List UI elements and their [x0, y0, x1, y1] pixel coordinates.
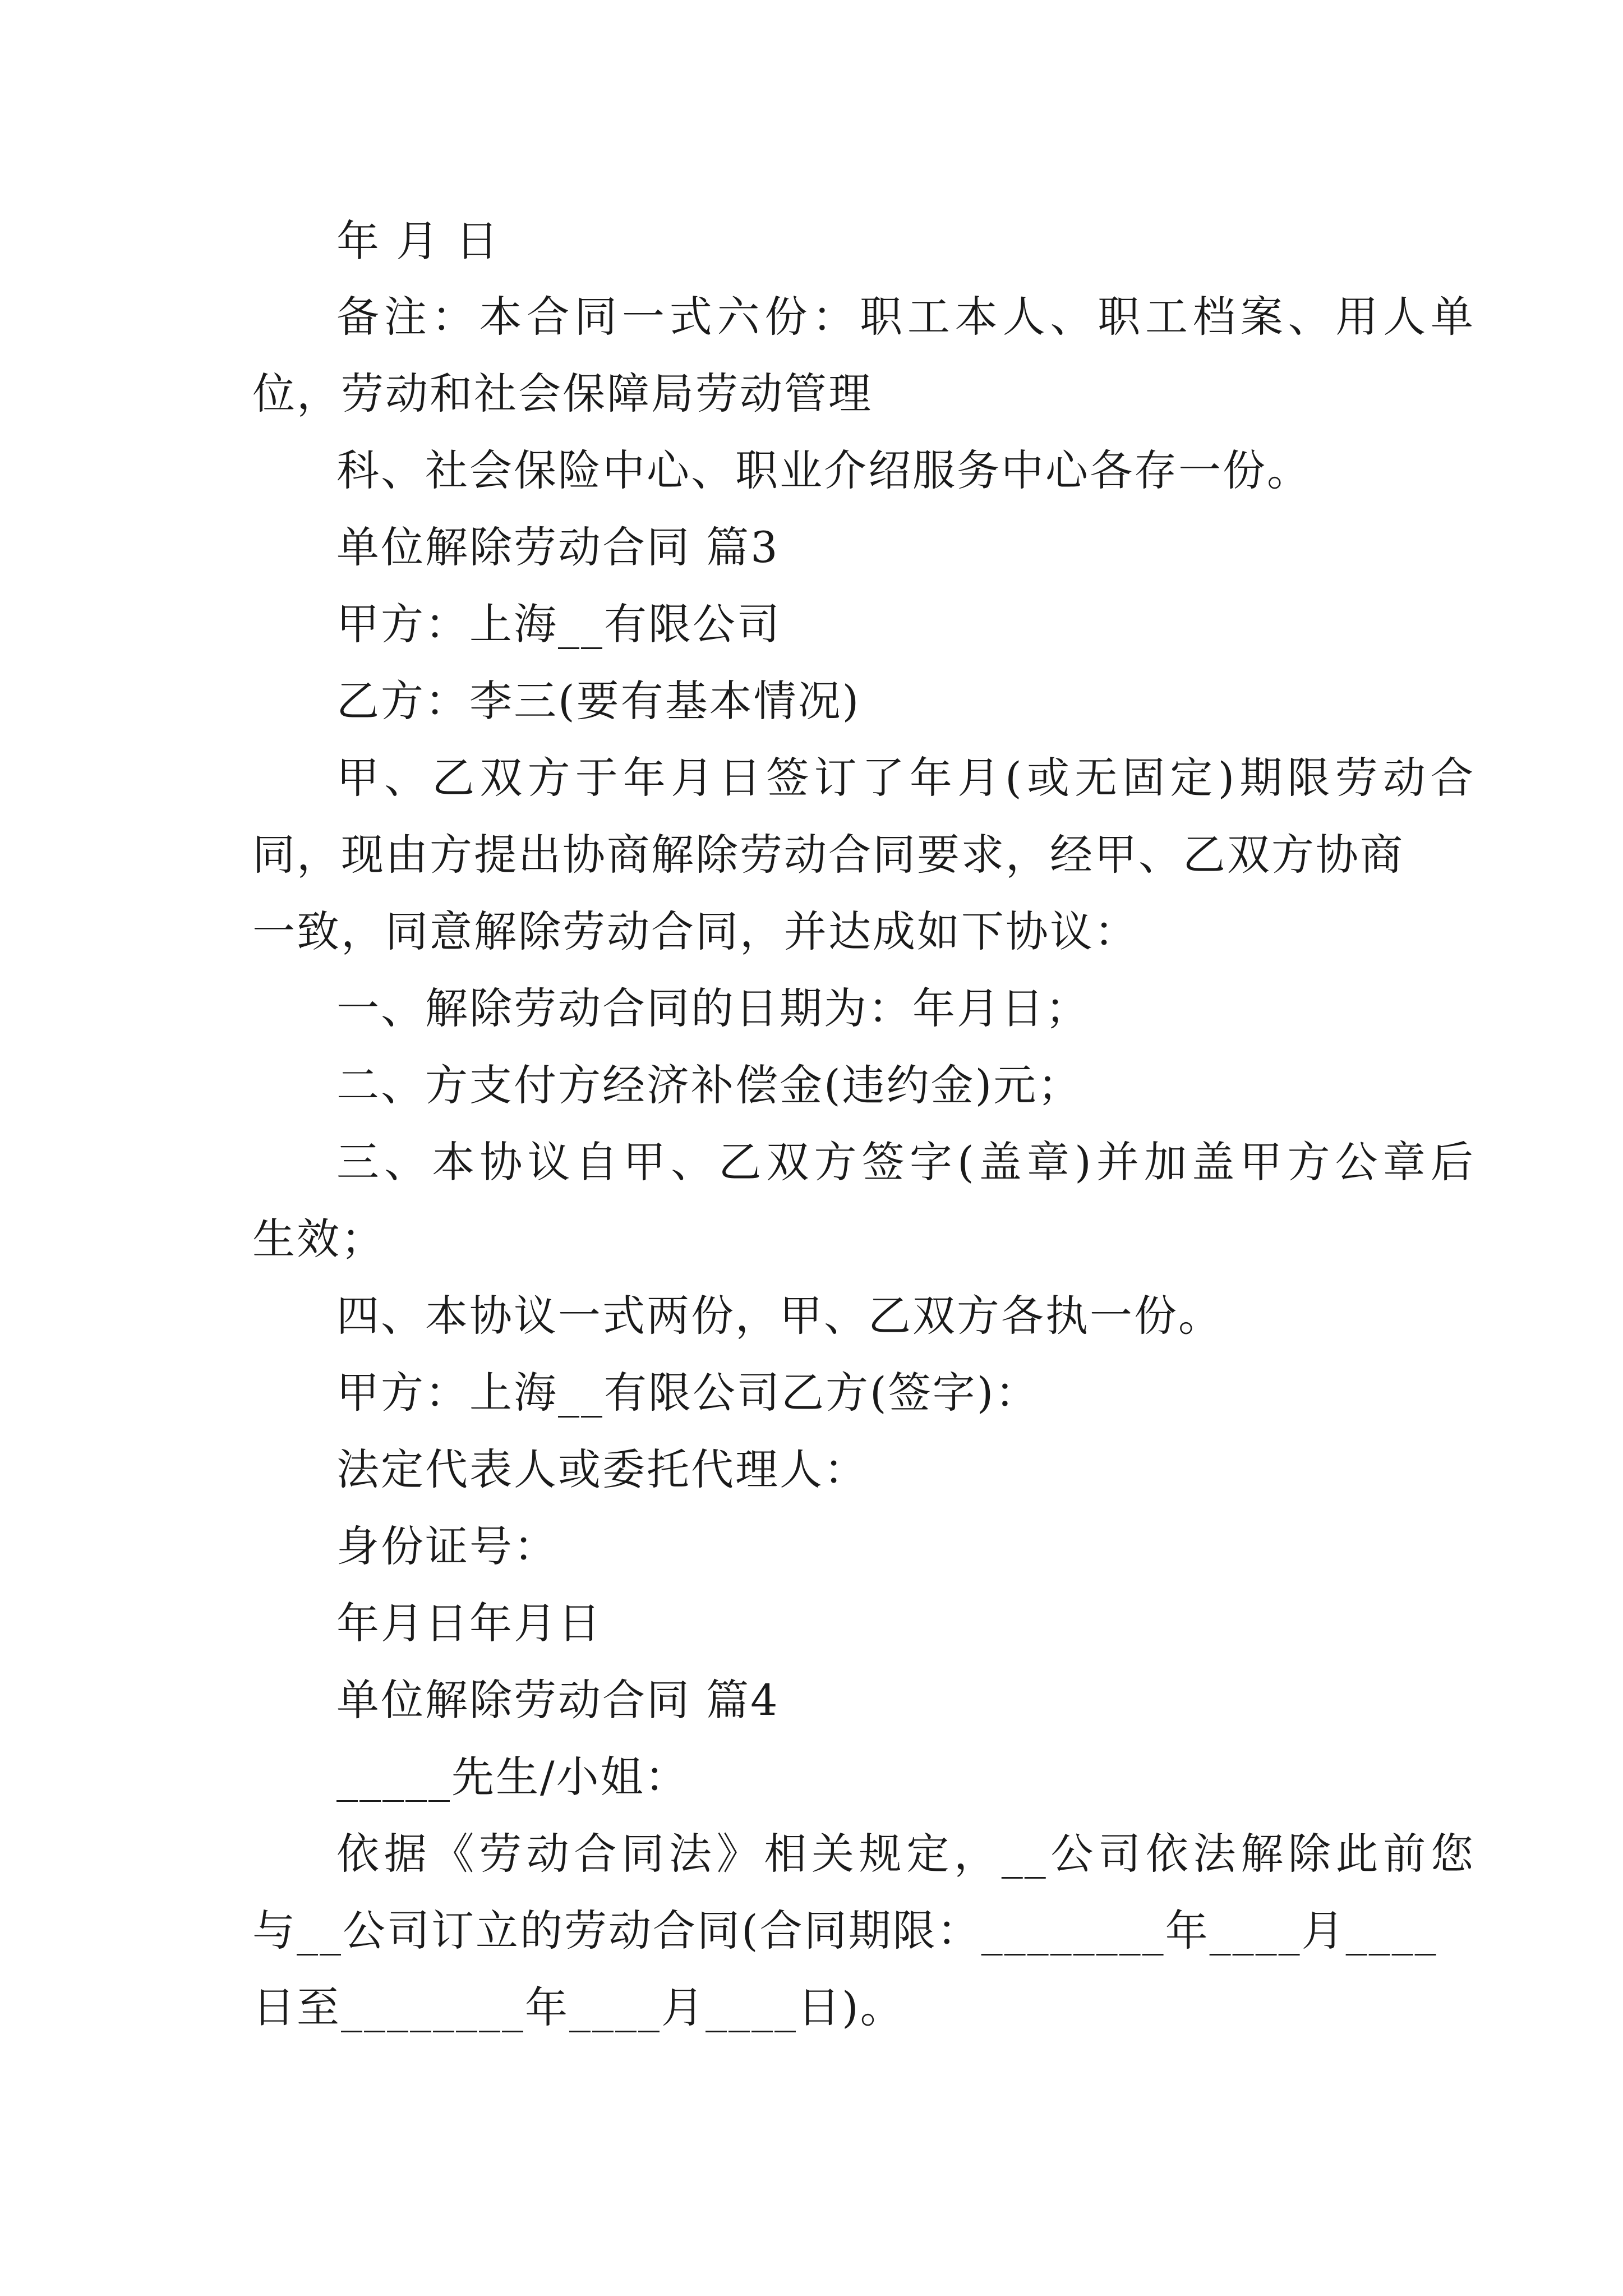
party-b-line: 乙方：李三(要有基本情况) [336, 676, 861, 726]
remark-line-3: 科、社会保险中心、职业介绍服务中心各存一份。 [336, 445, 1311, 495]
signature-parties-line: 甲方：上海__有限公司乙方(签字)： [336, 1368, 1040, 1418]
clause-1: 一、解除劳动合同的日期为：年月日； [336, 983, 1090, 1033]
remark-line-2: 位，劳动和社会保障局劳动管理 [252, 369, 873, 418]
remark-line-1: 备注：本合同一式六份：职工本人、职工档案、用人单 [336, 292, 1475, 342]
notice-line-2: 与__公司订立的劳动合同(合同期限：________年____月____ [252, 1906, 1438, 1955]
clause-3-line-1: 三、本协议自甲、乙双方签字(盖章)并加盖甲方公章后 [336, 1137, 1475, 1187]
notice-line-3: 日至________年____月____日)。 [252, 1982, 905, 2032]
clause-4: 四、本协议一式两份，甲、乙双方各执一份。 [336, 1291, 1223, 1341]
section-heading-4: 单位解除劳动合同 篇4 [336, 1675, 780, 1725]
salutation-line: _____先生/小姐： [336, 1752, 689, 1802]
paragraph-line-1: 甲、乙双方于年月日签订了年月(或无固定)期限劳动合 [336, 753, 1475, 803]
paragraph-line-3: 一致，同意解除劳动合同，并达成如下协议： [252, 907, 1138, 956]
signature-dates-line: 年月日年月日 [336, 1598, 602, 1648]
clause-2: 二、方支付方经济补偿金(违约金)元； [336, 1060, 1082, 1110]
party-a-line: 甲方：上海__有限公司 [336, 599, 781, 649]
legal-representative-line: 法定代表人或委托代理人： [336, 1444, 868, 1494]
section-heading-3: 单位解除劳动合同 篇3 [336, 522, 780, 572]
clause-3-line-2: 生效； [252, 1214, 385, 1264]
id-number-line: 身份证号： [336, 1521, 558, 1571]
date-line: 年 月 日 [336, 216, 500, 266]
notice-line-1: 依据《劳动合同法》相关规定，__公司依法解除此前您 [336, 1829, 1475, 1879]
paragraph-line-2: 同，现由方提出协商解除劳动合同要求，经甲、乙双方协商 [252, 830, 1404, 880]
